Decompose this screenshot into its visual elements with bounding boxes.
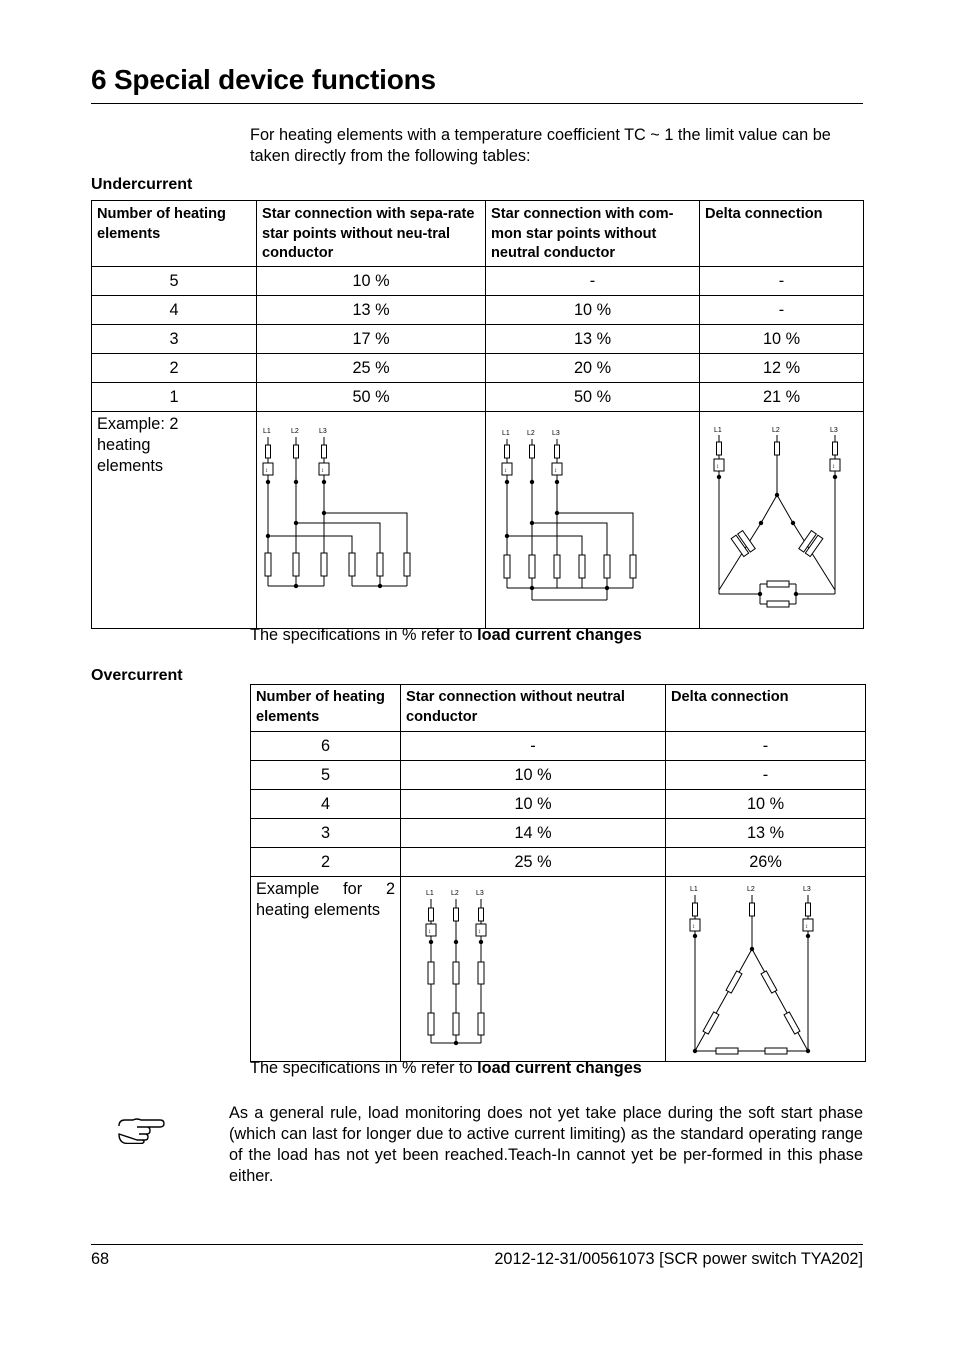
undercurrent-label: Undercurrent <box>91 176 193 193</box>
svg-text:L2: L2 <box>527 430 535 437</box>
cell: 10 % <box>401 790 666 819</box>
svg-text:↕: ↕ <box>805 924 808 930</box>
cell: 20 % <box>486 354 700 383</box>
overcurrent-label: Overcurrent <box>91 667 183 684</box>
undercurrent-table <box>91 200 864 629</box>
svg-text:↕: ↕ <box>321 468 324 474</box>
cell: 17 % <box>257 325 486 354</box>
page-title: 6 Special device functions <box>91 64 436 95</box>
table-row <box>92 354 864 383</box>
cell: 12 % <box>700 354 864 383</box>
svg-text:L2: L2 <box>772 427 780 434</box>
page-number: 68 <box>91 1250 110 1268</box>
cell: 25 % <box>401 848 666 877</box>
svg-text:L3: L3 <box>830 427 838 434</box>
uc-example-label: Example: 2 heating elements <box>92 412 257 629</box>
cell: 2 <box>92 354 257 383</box>
intro-paragraph: For heating elements with a temperature coefficient TC ~ 1 the limit value can be taken directly from the following tables: <box>250 126 831 165</box>
svg-text:↕: ↕ <box>692 924 695 930</box>
cell: 21 % <box>700 383 864 412</box>
star-circuit-icon <box>401 877 665 1061</box>
cell: 25 % <box>257 354 486 383</box>
cell: 4 <box>92 296 257 325</box>
cell: - <box>700 296 864 325</box>
oc-header-delta: Delta connection <box>666 685 866 732</box>
document-reference: 2012-12-31/00561073 [SCR power switch TYA202] <box>494 1250 863 1268</box>
soft-start-note: As a general rule, load monitoring does not yet take place during the soft start phase (which can last for longer due to active current limiting) as the standard operating range of the load has not yet been reached.Teach-In cannot yet be per-formed in this phase either. <box>229 1104 863 1185</box>
svg-text:↕: ↕ <box>504 468 507 474</box>
footer-rule <box>91 1244 863 1245</box>
cell: - <box>401 732 666 761</box>
svg-text:↕: ↕ <box>428 929 431 935</box>
cell: 10 % <box>401 761 666 790</box>
cell: 10 % <box>486 296 700 325</box>
cell: 2 <box>251 848 401 877</box>
svg-text:L1: L1 <box>502 430 510 437</box>
cell: 10 % <box>257 267 486 296</box>
pointing-hand-icon <box>117 1116 165 1149</box>
overcurrent-table <box>250 684 866 1062</box>
cell: - <box>486 267 700 296</box>
example-row <box>92 412 864 629</box>
example-row <box>251 877 866 1062</box>
cell: 4 <box>251 790 401 819</box>
svg-text:L1: L1 <box>426 890 434 897</box>
cell: 5 <box>92 267 257 296</box>
cell: - <box>666 761 866 790</box>
cell: 13 % <box>666 819 866 848</box>
table-row <box>251 761 866 790</box>
oc-spec-bold: load current changes <box>477 1059 642 1077</box>
oc-spec-prefix: The specifications in % refer to <box>250 1059 478 1077</box>
delta-circuit-icon <box>700 412 863 628</box>
svg-text:L2: L2 <box>451 890 459 897</box>
star-separate-circuit-icon <box>257 412 485 628</box>
uc-spec-bold: load current changes <box>477 626 642 644</box>
table-row <box>251 848 866 877</box>
svg-text:↕: ↕ <box>478 929 481 935</box>
svg-text:↕: ↕ <box>265 468 268 474</box>
svg-text:L1: L1 <box>714 427 722 434</box>
svg-text:↕: ↕ <box>554 468 557 474</box>
uc-star-common-diagram <box>486 412 700 629</box>
delta-circuit-icon <box>666 877 865 1061</box>
svg-text:L2: L2 <box>291 428 299 435</box>
oc-star-diagram <box>401 877 666 1062</box>
svg-text:L1: L1 <box>263 428 271 435</box>
uc-header-delta: Delta connection <box>700 201 864 267</box>
svg-text:↕: ↕ <box>832 464 835 470</box>
cell: 13 % <box>257 296 486 325</box>
uc-header-star-common: Star connection with com-mon star points without neutral conductor <box>486 201 700 267</box>
cell: 3 <box>92 325 257 354</box>
cell: 5 <box>251 761 401 790</box>
oc-header-count: Number of heating elements <box>251 685 401 732</box>
cell: 26% <box>666 848 866 877</box>
cell: 10 % <box>666 790 866 819</box>
svg-text:L3: L3 <box>319 428 327 435</box>
cell: 50 % <box>257 383 486 412</box>
table-row <box>92 383 864 412</box>
oc-header-star: Star connection without neutral conductor <box>401 685 666 732</box>
svg-text:↕: ↕ <box>716 464 719 470</box>
uc-header-star-separate: Star connection with sepa-rate star points without neu-tral conductor <box>257 201 486 267</box>
uc-star-separate-diagram <box>257 412 486 629</box>
cell: - <box>700 267 864 296</box>
title-rule <box>91 103 863 104</box>
table-row <box>251 732 866 761</box>
star-common-circuit-icon <box>486 412 699 628</box>
cell: 50 % <box>486 383 700 412</box>
cell: 6 <box>251 732 401 761</box>
oc-spec-note <box>250 1058 642 1079</box>
uc-header-count: Number of heating elements <box>92 201 257 267</box>
oc-example-label: Example for 2 heating elements <box>251 877 401 1062</box>
table-row <box>251 790 866 819</box>
table-row <box>92 296 864 325</box>
table-row <box>92 267 864 296</box>
svg-text:L3: L3 <box>803 886 811 893</box>
cell: 10 % <box>700 325 864 354</box>
table-row <box>92 325 864 354</box>
uc-spec-note <box>250 625 642 646</box>
cell: 14 % <box>401 819 666 848</box>
cell: - <box>666 732 866 761</box>
svg-text:L2: L2 <box>747 886 755 893</box>
uc-delta-diagram <box>700 412 864 629</box>
svg-text:L1: L1 <box>690 886 698 893</box>
oc-delta-diagram <box>666 877 866 1062</box>
svg-text:L3: L3 <box>476 890 484 897</box>
table-row <box>251 819 866 848</box>
svg-text:L3: L3 <box>552 430 560 437</box>
uc-spec-prefix: The specifications in % refer to <box>250 626 478 644</box>
cell: 3 <box>251 819 401 848</box>
cell: 1 <box>92 383 257 412</box>
cell: 13 % <box>486 325 700 354</box>
